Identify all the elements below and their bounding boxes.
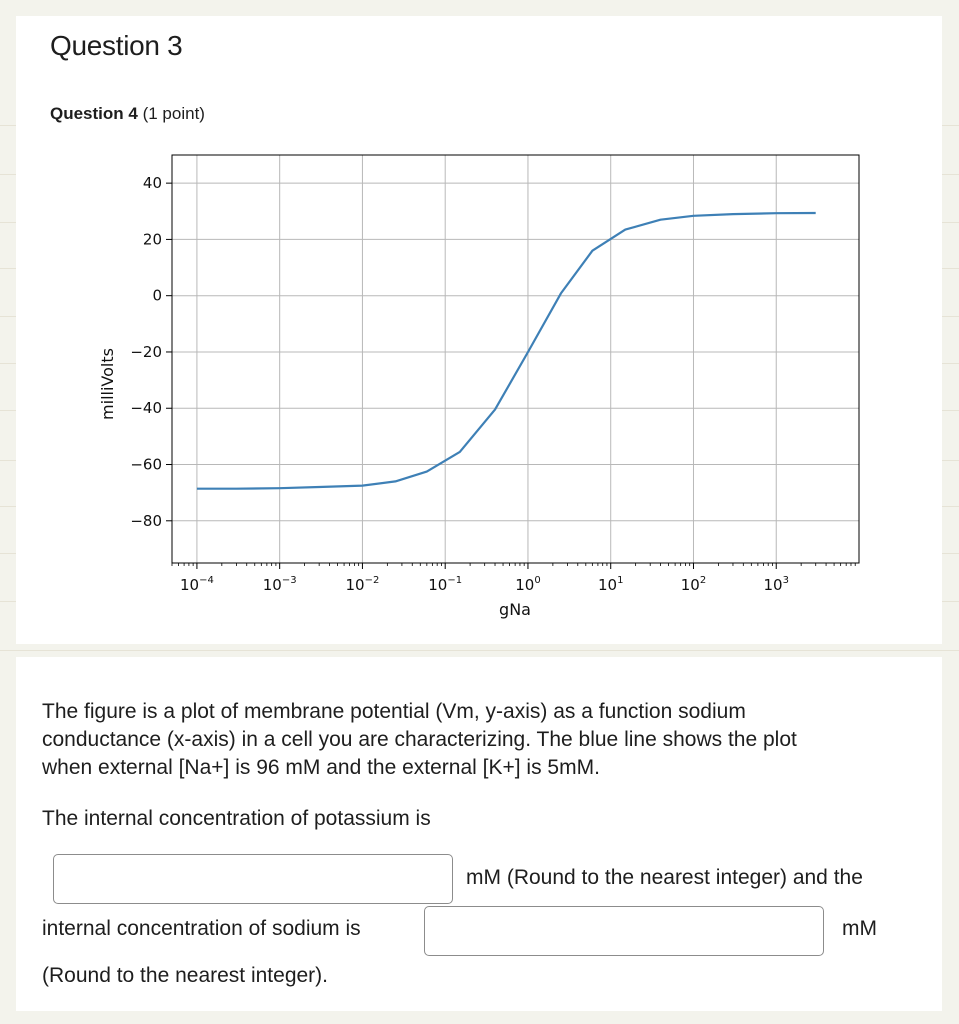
problem-line: The figure is a plot of membrane potential (Vm, y-axis) as a function sodium [42, 700, 746, 723]
y-tick-label: 40 [142, 174, 162, 193]
sodium-unit-text: mM [842, 917, 877, 940]
round-note: (Round to the nearest integer). [42, 964, 329, 987]
sodium-prompt: internal concentration of sodium is [42, 917, 361, 940]
potassium-unit-text: mM (Round to the nearest integer) and the [466, 866, 863, 889]
y-tick-label: −60 [130, 455, 162, 474]
problem-line: conductance (x-axis) in a cell you are characterizing. The blue line shows the plot [42, 728, 797, 751]
problem-line: when external [Na+] is 96 mM and the external [K+] is 5mM. [42, 756, 600, 779]
question-sub-label: Question 4 [50, 104, 138, 123]
x-axis-label: gNa [499, 600, 531, 619]
y-tick-label: 20 [142, 230, 162, 249]
plot-frame [172, 155, 859, 563]
problem-paragraph [42, 698, 797, 782]
x-tick-label: $10^0$ [515, 575, 541, 594]
y-tick-label: 0 [152, 286, 162, 305]
sodium-answer-input[interactable] [424, 906, 824, 956]
question-title: Question 3 [50, 30, 183, 61]
series-line-vm [197, 213, 816, 489]
potassium-prompt: The internal concentration of potassium is [42, 807, 431, 830]
y-tick-label: −80 [130, 511, 162, 530]
y-tick-label: −20 [130, 342, 162, 361]
x-tick-label: $10^{-4}$ [179, 575, 214, 594]
y-tick-label: −40 [130, 399, 162, 418]
x-tick-label: $10^1$ [597, 575, 624, 594]
x-tick-label: $10^{-1}$ [428, 575, 463, 594]
x-tick-label: $10^2$ [680, 575, 707, 594]
question-points: (1 point) [142, 104, 205, 123]
x-tick-label: $10^3$ [763, 575, 789, 594]
potassium-answer-input[interactable] [53, 854, 453, 904]
x-tick-label: $10^{-2}$ [345, 575, 380, 594]
y-axis-label: milliVolts [98, 348, 117, 420]
x-tick-label: $10^{-3}$ [262, 575, 297, 594]
